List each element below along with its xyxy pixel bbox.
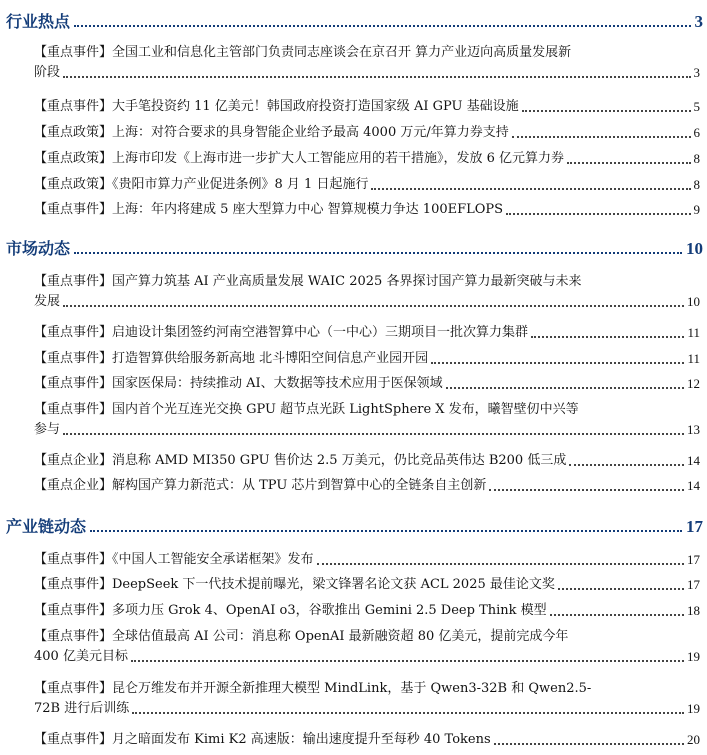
dot-leader: [317, 563, 684, 565]
dot-leader: [558, 588, 684, 590]
section-title: 行业热点: [6, 12, 71, 31]
entry-page-number: 8: [693, 151, 700, 166]
entry-text-continued: 发展: [34, 294, 61, 309]
entry-page-number: 12: [687, 376, 700, 391]
entry-page-number: 10: [687, 294, 700, 309]
dot-leader: [567, 162, 690, 164]
dot-leader: [90, 530, 682, 532]
dot-leader: [522, 110, 691, 112]
section-title: 市场动态: [6, 239, 71, 258]
entry-page-number: 3: [693, 65, 700, 80]
entry-text-continued: 400 亿美元目标: [34, 649, 128, 664]
entry-page-number: 5: [693, 99, 700, 114]
toc-entry[interactable]: [34, 200, 700, 220]
entry-text: 【重点事件】国家医保局：持续推动 AI、大数据等技术应用于医保领域: [34, 376, 443, 391]
dot-leader: [550, 614, 684, 616]
dot-leader: [63, 305, 684, 307]
toc-entry[interactable]: [34, 374, 700, 394]
toc-entry[interactable]: [34, 627, 700, 667]
entry-text: 【重点事件】DeepSeek 下一代技术提前曝光，梁文锋署名论文获 ACL 2025 最佳论文奖: [34, 577, 555, 592]
toc-entry[interactable]: [34, 575, 700, 595]
toc-entry[interactable]: [34, 730, 700, 750]
toc-section-heading[interactable]: [6, 235, 703, 259]
entry-text: 【重点事件】大手笔投资约 11 亿美元！韩国政府投资打造国家级 AI GPU 基础设施: [34, 99, 519, 114]
entry-page-number: 19: [687, 701, 700, 716]
dot-leader: [132, 712, 684, 714]
section-page-number: 10: [686, 239, 703, 258]
entry-page-number: 20: [687, 732, 700, 747]
entry-text: 【重点事件】昆仑万维发布并开源全新推理大模型 MindLink，基于 Qwen3-32B 和 Qwen2.5-: [34, 681, 592, 696]
entry-text: 【重点政策】上海：对符合要求的具身智能企业给予最高 4000 万元/年算力券支持: [34, 125, 509, 140]
entry-text: 【重点事件】启迪设计集团签约河南空港智算中心（一中心）三期项目一批次算力集群: [34, 325, 529, 340]
entry-page-number: 14: [687, 453, 700, 468]
entry-page-number: 13: [687, 422, 700, 437]
toc-entry[interactable]: [34, 272, 700, 312]
toc-section-heading[interactable]: [6, 8, 703, 32]
entry-text: 【重点政策】上海市印发《上海市进一步扩大人工智能应用的若干措施》，发放 6 亿元算力券: [34, 151, 565, 166]
toc-entry[interactable]: [34, 123, 700, 143]
dot-leader: [489, 489, 684, 491]
entry-page-number: 18: [687, 603, 700, 618]
dot-leader: [63, 433, 684, 435]
dot-leader: [446, 387, 684, 389]
entry-text-continued: 参与: [34, 422, 61, 437]
entry-page-number: 6: [693, 125, 700, 140]
dot-leader: [131, 660, 684, 662]
dot-leader: [63, 76, 690, 78]
entry-text: 【重点事件】全球估值最高 AI 公司：消息称 OpenAI 最新融资超 80 亿美元，提前完成今年: [34, 629, 569, 644]
dot-leader: [371, 188, 690, 190]
entry-text: 【重点事件】上海：年内将建成 5 座大型算力中心 智算规模力争达 100EFLOPS: [34, 202, 504, 217]
toc-entry[interactable]: [34, 400, 700, 440]
dot-leader: [431, 362, 684, 364]
entry-text: 【重点事件】《中国人工智能安全承诺框架》发布: [34, 552, 314, 567]
entry-page-number: 17: [687, 552, 700, 567]
entry-text: 【重点事件】月之暗面发布 Kimi K2 高速版：输出速度提升至每秒 40 Tokens: [34, 732, 491, 747]
dot-leader: [531, 336, 684, 338]
entry-page-number: 8: [693, 177, 700, 192]
section-page-number: 17: [686, 517, 703, 536]
toc-entry[interactable]: [34, 43, 700, 83]
dot-leader: [74, 252, 682, 254]
entry-text: 【重点事件】国产算力筑基 AI 产业高质量发展 WAIC 2025 各界探讨国产算力最新突破与未来: [34, 274, 582, 289]
entry-text: 【重点事件】多项力压 Grok 4、OpenAI o3，谷歌推出 Gemini 2.5 Deep Think 模型: [34, 603, 547, 618]
entry-text: 【重点事件】国内首个光互连光交换 GPU 超节点光跃 LightSphere X 发布，曦智壁仞中兴等: [34, 402, 579, 417]
dot-leader: [506, 213, 690, 215]
toc-entry[interactable]: [34, 175, 700, 195]
toc-entry[interactable]: [34, 349, 700, 369]
entry-text-continued: 阶段: [34, 65, 61, 80]
entry-page-number: 9: [693, 202, 700, 217]
dot-leader: [74, 25, 690, 27]
toc-entry[interactable]: [34, 679, 700, 719]
entry-text: 【重点事件】打造智算供给服务新高地 北斗博阳空间信息产业园开园: [34, 351, 429, 366]
entry-text: 【重点企业】解构国产算力新范式：从 TPU 芯片到智算中心的全链条自主创新: [34, 478, 487, 493]
toc-entry[interactable]: [34, 97, 700, 117]
section-title: 产业链动态: [6, 517, 87, 536]
entry-page-number: 19: [687, 649, 700, 664]
toc-entry[interactable]: [34, 476, 700, 496]
entry-page-number: 17: [687, 577, 700, 592]
dot-leader: [494, 743, 684, 745]
section-page-number: 3: [694, 12, 703, 31]
entry-page-number: 14: [687, 478, 700, 493]
entry-text-continued: 72B 进行后训练: [34, 701, 130, 716]
entry-text: 【重点政策】《贵阳市算力产业促进条例》8 月 1 日起施行: [34, 177, 369, 192]
dot-leader: [569, 464, 684, 466]
dot-leader: [512, 136, 691, 138]
entry-text: 【重点企业】消息称 AMD MI350 GPU 售价达 2.5 万美元，仍比竞品英伟达 B200 低三成: [34, 453, 567, 468]
toc-section-heading[interactable]: [6, 513, 703, 537]
toc-entry[interactable]: [34, 149, 700, 169]
entry-page-number: 11: [687, 325, 700, 340]
entry-page-number: 11: [687, 351, 700, 366]
toc-entry[interactable]: [34, 323, 700, 343]
toc-entry[interactable]: [34, 601, 700, 621]
toc-entry[interactable]: [34, 451, 700, 471]
toc-entry[interactable]: [34, 550, 700, 570]
entry-text: 【重点事件】全国工业和信息化主管部门负责同志座谈会在京召开 算力产业迈向高质量发展新: [34, 45, 572, 60]
